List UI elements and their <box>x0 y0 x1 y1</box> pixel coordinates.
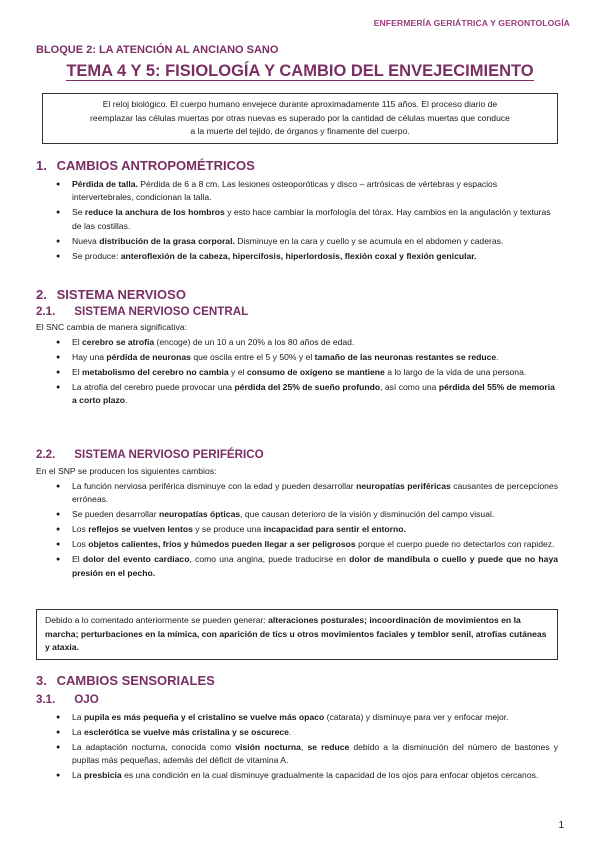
list-item: ● El metabolismo del cerebro no cambia y el consumo de oxígeno se mantiene a lo largo de la vida de una persona. <box>56 366 558 379</box>
list-antropometricos <box>56 178 558 265</box>
subsection-title: SISTEMA NERVIOSO PERIFÉRICO <box>74 448 264 461</box>
list-item: ● La atrofia del cerebro puede provocar una pérdida del 25% de sueño profundo, así como una pérdida del 55% de memoria a corto plazo. <box>56 381 558 408</box>
section-heading-2 <box>36 287 186 302</box>
list-item: ● Nueva distribución de la grasa corporal. Disminuye en la cara y cuello y se acumula en el abdomen y caderas. <box>56 235 558 248</box>
summary-box <box>36 609 558 660</box>
subsection-heading-2-1 <box>36 305 248 318</box>
page-number: 1 <box>558 820 564 831</box>
snp-intro: En el SNP se producen los siguientes cambios: <box>36 466 217 476</box>
list-item: ● Los objetos calientes, fríos y húmedos pueden llegar a ser peligrosos porque el cuerpo puede no detectarlos con rapidez. <box>56 538 558 551</box>
subsection-number: 2.2. <box>36 448 56 461</box>
intro-box <box>42 93 558 144</box>
running-header: ENFERMERÍA GERIÁTRICA Y GERONTOLOGÍA <box>373 18 570 28</box>
list-item: ● La adaptación nocturna, conocida como visión nocturna, se reduce debido a la disminución del número de bastones y pupilas más pequeñas, además del déficit de vitamina A. <box>56 741 558 768</box>
list-item: ● La presbicia es una condición en la cual disminuye gradualmente la capacidad de los ojos para enfocar objetos cercanos. <box>56 769 558 782</box>
list-snc <box>56 336 558 409</box>
section-title: SISTEMA NERVIOSO <box>56 287 186 302</box>
list-ojo <box>56 711 558 784</box>
list-item: ● La esclerótica se vuelve más cristalina y se oscurece. <box>56 726 558 739</box>
section-heading-3 <box>36 673 215 688</box>
section-number: 2. <box>36 287 47 302</box>
section-number: 1. <box>36 158 47 173</box>
list-item: ● Hay una pérdida de neuronas que oscila entre el 5 y 50% y el tamaño de las neuronas restantes se reduce. <box>56 351 558 364</box>
list-item: ● La pupila es más pequeña y el cristalino se vuelve más opaco (catarata) y disminuye para ver y enfocar mejor. <box>56 711 558 724</box>
subsection-number: 2.1. <box>36 305 56 318</box>
section-title: CAMBIOS SENSORIALES <box>56 673 215 688</box>
section-number: 3. <box>36 673 47 688</box>
snc-intro: El SNC cambia de manera significativa: <box>36 322 187 332</box>
subsection-title: OJO <box>74 693 99 706</box>
list-item: ● Pérdida de talla. Pérdida de 6 a 8 cm. Las lesiones osteoporóticas y disco – artrósicas de vértebras y espacios intervertebrales, condicionan la talla. <box>56 178 558 205</box>
summary-lead: Debido a lo comentado anteriormente se pueden generar: <box>45 615 269 625</box>
main-title-text: TEMA 4 Y 5: FISIOLOGÍA Y CAMBIO DEL ENVEJECIMIENTO <box>66 62 534 80</box>
list-item: ● Se produce: anteroflexión de la cabeza, hipercifosis, hiperlordosis, flexión coxal y flexión genicular. <box>56 250 558 263</box>
list-item: ● El cerebro se atrofia (encoge) de un 10 a un 20% a los 80 años de edad. <box>56 336 558 349</box>
list-item: ● Se pueden desarrollar neuropatías ópticas, que causan deterioro de la visión y disminución del campo visual. <box>56 508 558 521</box>
subsection-title: SISTEMA NERVIOSO CENTRAL <box>74 305 249 318</box>
main-title <box>0 62 600 81</box>
list-item: ● La función nerviosa periférica disminuye con la edad y pueden desarrollar neuropatías periféricas causantes de percepciones erróneas. <box>56 480 558 507</box>
list-item: ● Los reflejos se vuelven lentos y se produce una incapacidad para sentir el entorno. <box>56 523 558 536</box>
intro-line: a la muerte del tejido, de órganos y finamente del cuerpo. <box>190 126 410 137</box>
block-title: BLOQUE 2: LA ATENCIÓN AL ANCIANO SANO <box>36 44 279 56</box>
section-title: CAMBIOS ANTROPOMÉTRICOS <box>56 158 255 173</box>
section-heading-1 <box>36 158 255 173</box>
list-snp <box>56 480 558 582</box>
summary-text: alteraciones posturales; incoordinación de movimientos en la marcha; perturbaciones en la mímica, con aparición de tics u otros movimientos faciales y temblor senil, atrofias cutáneas y ataxia. <box>45 615 547 653</box>
list-item: ● El dolor del evento cardiaco, como una angina, puede traducirse en dolor de mandíbula o cuello y puede que no haya presión en el pecho. <box>56 553 558 580</box>
intro-line: reemplazar las células muertas por otras nuevas es superado por la cantidad de células muertas que conduce <box>90 112 510 123</box>
subsection-heading-3-1 <box>36 693 99 706</box>
intro-line: El reloj biológico. El cuerpo humano envejece durante aproximadamente 115 años. El proceso diario de <box>102 99 498 109</box>
list-item: ● Se reduce la anchura de los hombros y esto hace cambiar la morfología del tórax. Hay cambios en la angulación y texturas de las costillas. <box>56 206 558 233</box>
subsection-number: 3.1. <box>36 693 56 706</box>
subsection-heading-2-2 <box>36 448 264 461</box>
